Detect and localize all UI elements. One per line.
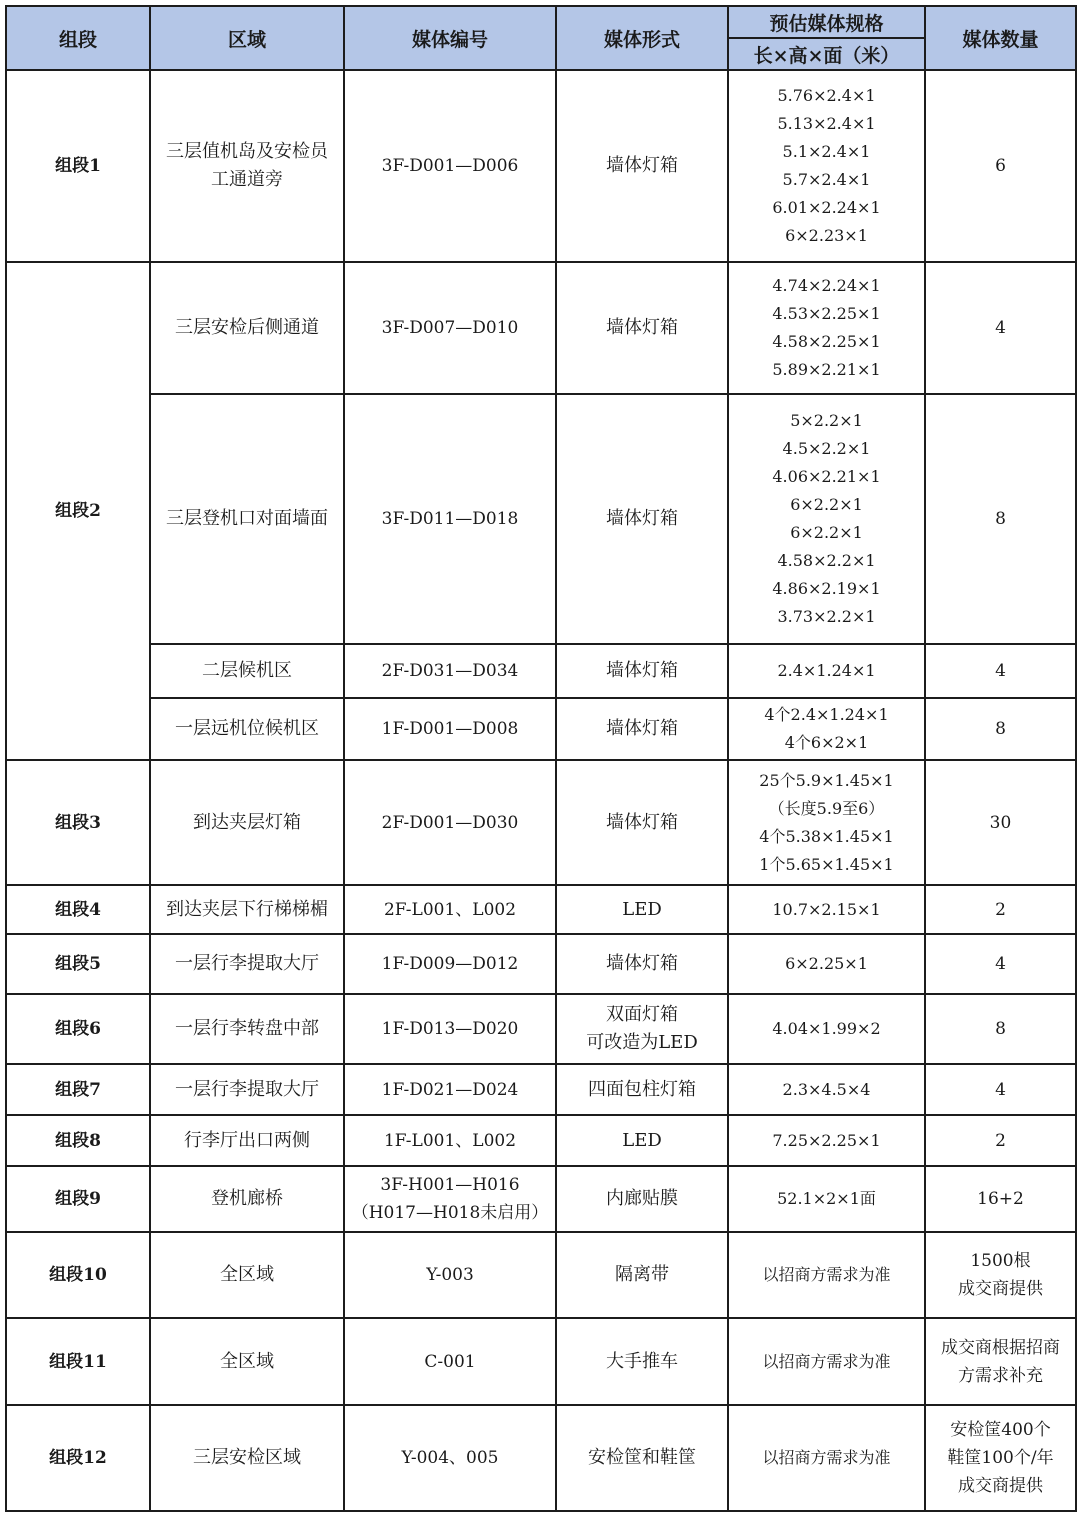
media-form-cell xyxy=(556,934,728,994)
count-cell-line: 4 xyxy=(995,954,1006,974)
header-form: 媒体形式 xyxy=(556,6,728,70)
count-cell-line: 30 xyxy=(989,812,1012,833)
media-code-cell xyxy=(344,885,556,934)
spec-cell-line: 1个5.65×1.45×1 xyxy=(759,854,894,874)
spec-cell-line: 以招商方需求为准 xyxy=(762,1265,891,1284)
media-code-cell xyxy=(344,644,556,698)
spec-cell xyxy=(728,934,925,994)
spec-cell-line: 5.1×2.4×1 xyxy=(782,142,871,161)
area-cell-line: 三层安检区域 xyxy=(193,1447,301,1468)
table-row xyxy=(6,698,1076,760)
table-row xyxy=(6,262,1076,394)
media-code-cell xyxy=(344,1064,556,1115)
area-cell xyxy=(150,1232,344,1318)
media-code-cell xyxy=(344,1318,556,1405)
spec-cell-line: 6×2.23×1 xyxy=(785,226,868,245)
spec-cell xyxy=(728,70,925,262)
media-code-cell-line: 2F-L001、L002 xyxy=(383,899,517,920)
count-cell-line: 2 xyxy=(995,899,1006,920)
media-form-cell-line: 墙体灯箱 xyxy=(606,155,678,176)
group-label: 组段7 xyxy=(6,1064,150,1115)
group-label: 组段4 xyxy=(6,885,150,934)
spec-cell xyxy=(728,1115,925,1166)
media-form-cell-line: 隔离带 xyxy=(615,1264,669,1285)
count-cell-line: 16+2 xyxy=(977,1189,1024,1209)
spec-cell-line: 4.58×2.2×1 xyxy=(777,551,876,570)
group-label: 组段12 xyxy=(6,1405,150,1511)
area-cell xyxy=(150,994,344,1064)
spec-cell xyxy=(728,1064,925,1115)
media-code-cell xyxy=(344,1405,556,1511)
media-form-cell-line: 可改造为LED xyxy=(586,1032,698,1053)
spec-cell xyxy=(728,1232,925,1318)
spec-cell-line: 4.86×2.19×1 xyxy=(772,579,881,598)
area-cell-line: 一层行李提取大厅 xyxy=(175,953,319,974)
header-group: 组段 xyxy=(6,6,150,70)
media-code-cell-line: （H017—H018未启用） xyxy=(351,1203,549,1223)
count-cell-line: 4 xyxy=(995,1079,1006,1100)
table-row xyxy=(6,70,1076,262)
area-cell xyxy=(150,934,344,994)
count-cell xyxy=(925,1115,1076,1166)
count-cell xyxy=(925,394,1076,644)
spec-cell xyxy=(728,1405,925,1511)
group-label: 组段3 xyxy=(6,760,150,885)
area-cell-line: 一层远机位候机区 xyxy=(175,718,319,739)
table-row xyxy=(6,760,1076,885)
area-cell xyxy=(150,885,344,934)
count-cell-line: 4 xyxy=(995,318,1006,338)
count-cell xyxy=(925,644,1076,698)
count-cell xyxy=(925,1064,1076,1115)
count-cell xyxy=(925,70,1076,262)
media-form-cell xyxy=(556,1115,728,1166)
media-code-cell-line: 3F-D007—D010 xyxy=(381,318,519,338)
area-cell-line: 行李厅出口两侧 xyxy=(184,1129,310,1151)
area-cell-line: 一层行李转盘中部 xyxy=(175,1018,319,1039)
media-code-cell xyxy=(344,1115,556,1166)
spec-cell-line: 4.58×2.25×1 xyxy=(772,332,881,351)
spec-cell-line: 25个5.9×1.45×1 xyxy=(759,770,894,790)
area-cell-line: 到达夹层下行梯梯楣 xyxy=(166,898,328,920)
media-form-cell xyxy=(556,1318,728,1405)
area-cell-line: 三层值机岛及安检员 xyxy=(166,141,328,162)
area-cell xyxy=(150,70,344,262)
spec-cell xyxy=(728,885,925,934)
area-cell-line: 一层行李提取大厅 xyxy=(175,1078,319,1100)
media-form-cell-line: 墙体灯箱 xyxy=(606,317,678,338)
media-form-cell-line: 墙体灯箱 xyxy=(606,660,678,681)
spec-cell xyxy=(728,262,925,394)
count-cell xyxy=(925,1318,1076,1405)
area-cell xyxy=(150,1405,344,1511)
media-code-cell-line: Y-003 xyxy=(426,1265,474,1285)
media-code-cell xyxy=(344,262,556,394)
media-code-cell-line: 2F-D001—D030 xyxy=(381,812,519,833)
media-form-cell xyxy=(556,760,728,885)
spec-cell xyxy=(728,994,925,1064)
area-cell-line: 到达夹层灯箱 xyxy=(193,811,301,833)
count-cell-line: 成交商提供 xyxy=(958,1476,1043,1496)
table-row xyxy=(6,394,1076,644)
media-table xyxy=(5,5,1077,1512)
area-cell xyxy=(150,1318,344,1405)
media-code-cell-line: Y-004、005 xyxy=(401,1448,499,1468)
area-cell-line: 全区域 xyxy=(220,1350,274,1372)
area-cell xyxy=(150,394,344,644)
spec-cell-line: 4个6×2×1 xyxy=(784,733,869,752)
spec-cell-line: 3.73×2.2×1 xyxy=(777,607,876,626)
table-row xyxy=(6,994,1076,1064)
count-cell-line: 4 xyxy=(995,661,1006,681)
media-code-cell-line: 1F-L001、L002 xyxy=(383,1130,517,1151)
spec-cell xyxy=(728,1318,925,1405)
group-label: 组段11 xyxy=(6,1318,150,1405)
spec-cell xyxy=(728,394,925,644)
media-code-cell-line: 3F-D001—D006 xyxy=(381,156,519,176)
table-row xyxy=(6,1405,1076,1511)
area-cell-line: 二层候机区 xyxy=(202,660,292,681)
media-code-cell xyxy=(344,698,556,760)
count-cell xyxy=(925,934,1076,994)
media-form-cell xyxy=(556,1405,728,1511)
media-form-cell-line: 大手推车 xyxy=(606,1350,678,1372)
media-form-cell xyxy=(556,1232,728,1318)
group-label: 组段9 xyxy=(6,1166,150,1232)
media-form-cell-line: 内廊贴膜 xyxy=(606,1188,678,1209)
spec-cell xyxy=(728,1166,925,1232)
media-form-cell xyxy=(556,1064,728,1115)
media-form-cell xyxy=(556,394,728,644)
count-cell-line: 安检筐400个 xyxy=(950,1420,1051,1440)
spec-cell-line: 2.4×1.24×1 xyxy=(777,661,876,680)
area-cell xyxy=(150,644,344,698)
spec-cell xyxy=(728,644,925,698)
group-label: 组段5 xyxy=(6,934,150,994)
header-count: 媒体数量 xyxy=(925,6,1076,70)
area-cell xyxy=(150,1115,344,1166)
area-cell-line: 工通道旁 xyxy=(211,169,283,190)
count-cell xyxy=(925,698,1076,760)
area-cell xyxy=(150,1166,344,1232)
count-cell xyxy=(925,994,1076,1064)
media-code-cell xyxy=(344,994,556,1064)
media-form-cell-line: 墙体灯箱 xyxy=(606,811,678,833)
spec-cell-line: 5.7×2.4×1 xyxy=(782,170,871,189)
spec-cell-line: 以招商方需求为准 xyxy=(762,1448,891,1467)
spec-cell-line: 5×2.2×1 xyxy=(790,411,863,430)
media-code-cell-line: 1F-D013—D020 xyxy=(381,1019,519,1039)
media-form-cell-line: 墙体灯箱 xyxy=(606,508,678,529)
spec-cell-line: 6.01×2.24×1 xyxy=(772,198,881,217)
table-row xyxy=(6,644,1076,698)
count-cell-line: 8 xyxy=(995,509,1006,529)
media-form-cell xyxy=(556,262,728,394)
area-cell-line: 登机廊桥 xyxy=(211,1188,283,1209)
count-cell-line: 方需求补充 xyxy=(958,1365,1043,1386)
media-form-cell xyxy=(556,994,728,1064)
count-cell xyxy=(925,1166,1076,1232)
group-label: 组段1 xyxy=(6,70,150,262)
table-row xyxy=(6,934,1076,994)
spec-cell-line: 2.3×4.5×4 xyxy=(782,1079,871,1099)
media-code-cell xyxy=(344,1166,556,1232)
count-cell xyxy=(925,262,1076,394)
media-code-cell xyxy=(344,1232,556,1318)
media-form-cell xyxy=(556,644,728,698)
media-form-cell xyxy=(556,1166,728,1232)
spec-cell-line: 4个5.38×1.45×1 xyxy=(759,826,894,846)
spec-cell-line: 6×2.2×1 xyxy=(790,495,863,514)
media-code-cell xyxy=(344,934,556,994)
media-form-cell xyxy=(556,698,728,760)
table-row xyxy=(6,1064,1076,1115)
table-row xyxy=(6,885,1076,934)
media-form-cell-line: LED xyxy=(622,1129,662,1151)
spec-cell-line: 52.1×2×1面 xyxy=(777,1189,876,1208)
spec-cell-line: 4.74×2.24×1 xyxy=(772,276,881,295)
count-cell-line: 鞋筐100个/年 xyxy=(947,1448,1054,1468)
count-cell-line: 8 xyxy=(995,719,1006,739)
media-code-cell-line: 1F-D021—D024 xyxy=(381,1079,519,1100)
media-form-cell-line: 双面灯箱 xyxy=(606,1004,678,1025)
spec-cell-line: 4.06×2.21×1 xyxy=(772,467,881,486)
table-row xyxy=(6,1318,1076,1405)
table-row xyxy=(6,1232,1076,1318)
media-form-cell xyxy=(556,70,728,262)
count-cell-line: 成交商提供 xyxy=(958,1279,1043,1299)
count-cell xyxy=(925,885,1076,934)
media-code-cell-line: C-001 xyxy=(424,1351,476,1372)
spec-cell-line: 4.5×2.2×1 xyxy=(782,439,871,458)
group-label: 组段2 xyxy=(6,262,150,760)
area-cell xyxy=(150,1064,344,1115)
spec-cell-line: 4.04×1.99×2 xyxy=(772,1019,881,1038)
table-row xyxy=(6,1166,1076,1232)
header-area: 区域 xyxy=(150,6,344,70)
media-form-cell-line: 墙体灯箱 xyxy=(606,718,678,739)
count-cell xyxy=(925,760,1076,885)
spec-cell-line: 5.76×2.4×1 xyxy=(777,86,876,105)
header-spec-units: 长×高×面（米） xyxy=(728,38,925,70)
header-spec: 预估媒体规格 xyxy=(728,6,925,38)
spec-cell-line: （长度5.9至6） xyxy=(768,798,885,818)
table-row xyxy=(6,1115,1076,1166)
spec-cell-line: 5.89×2.21×1 xyxy=(772,360,881,379)
count-cell-line: 8 xyxy=(995,1019,1006,1039)
count-cell-line: 2 xyxy=(995,1130,1006,1151)
spec-cell xyxy=(728,698,925,760)
spec-cell-line: 6×2.25×1 xyxy=(785,954,868,973)
spec-cell-line: 7.25×2.25×1 xyxy=(772,1130,881,1150)
area-cell xyxy=(150,262,344,394)
media-code-cell xyxy=(344,760,556,885)
count-cell-line: 成交商根据招商 xyxy=(941,1337,1060,1358)
spec-cell-line: 5.13×2.4×1 xyxy=(777,114,876,133)
media-code-cell-line: 3F-H001—H016 xyxy=(380,1175,520,1195)
spec-cell-line: 10.7×2.15×1 xyxy=(772,899,881,919)
spec-cell-line: 4.53×2.25×1 xyxy=(772,304,881,323)
media-form-cell-line: LED xyxy=(622,898,662,920)
media-code-cell xyxy=(344,70,556,262)
count-cell xyxy=(925,1232,1076,1318)
area-cell-line: 三层登机口对面墙面 xyxy=(166,508,328,529)
media-code-cell xyxy=(344,394,556,644)
media-code-cell-line: 1F-D009—D012 xyxy=(381,954,519,974)
area-cell xyxy=(150,698,344,760)
count-cell xyxy=(925,1405,1076,1511)
spec-cell-line: 6×2.2×1 xyxy=(790,523,863,542)
spec-cell-line: 4个2.4×1.24×1 xyxy=(764,705,889,724)
media-form-cell-line: 墙体灯箱 xyxy=(606,953,678,974)
media-code-cell-line: 1F-D001—D008 xyxy=(381,719,519,739)
count-cell-line: 6 xyxy=(995,156,1006,176)
media-form-cell-line: 安检筐和鞋筐 xyxy=(588,1447,696,1468)
media-code-cell-line: 3F-D011—D018 xyxy=(381,509,519,529)
area-cell xyxy=(150,760,344,885)
group-label: 组段8 xyxy=(6,1115,150,1166)
group-label: 组段10 xyxy=(6,1232,150,1318)
media-form-cell xyxy=(556,885,728,934)
media-code-cell-line: 2F-D031—D034 xyxy=(381,661,519,681)
area-cell-line: 全区域 xyxy=(220,1264,274,1285)
header-code: 媒体编号 xyxy=(344,6,556,70)
spec-cell-line: 以招商方需求为准 xyxy=(762,1351,891,1371)
count-cell-line: 1500根 xyxy=(970,1251,1031,1271)
spec-cell xyxy=(728,760,925,885)
area-cell-line: 三层安检后侧通道 xyxy=(175,317,319,338)
group-label: 组段6 xyxy=(6,994,150,1064)
media-form-cell-line: 四面包柱灯箱 xyxy=(588,1078,696,1100)
